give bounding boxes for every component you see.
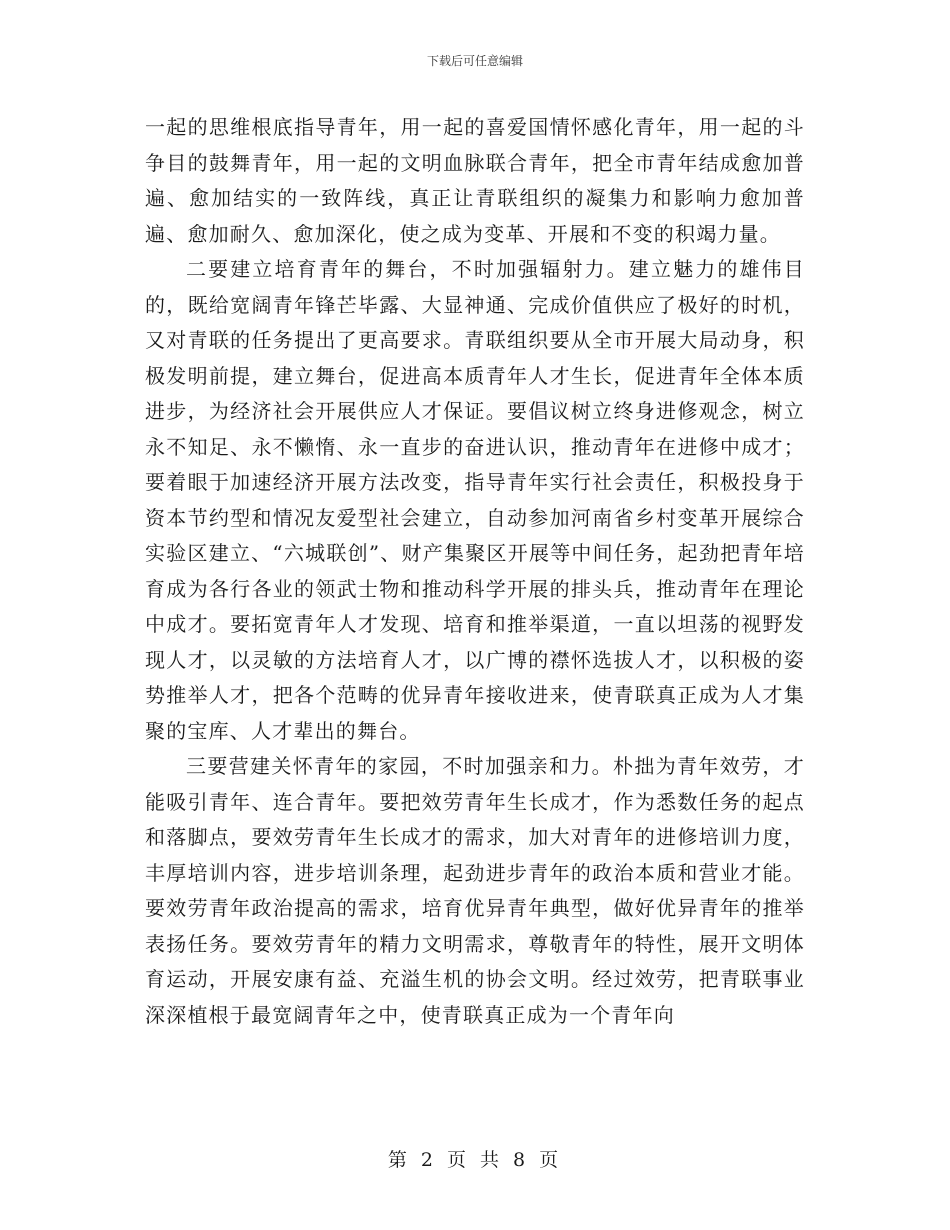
paragraph-2: 二要建立培育青年的舞台，不时加强辐射力。建立魅力的雄伟目的，既给宽阔青年锋芒毕露、大显神通、完成价值供应了极好的时机，又对青联的任务提出了更高要求。青联组织要从全市开展大局动身，积极发明前提，建立舞台，促进高本质青年人才生长，促进青年全体本质进步，为经济社会开展供应人才保证。要倡议树立终身进修观念，树立永不知足、永不懒惰、永一直步的奋进认识，推动青年在进修中成才；要着眼于加速经济开展方法改变，指导青年实行社会责任，积极投身于资本节约型和情况友爱型社会建立，自动参加河南省乡村变革开展综合实验区建立、“六城联创”、财产集聚区开展等中间任务，起劲把青年培育成为各行各业的领武士物和推动科学开展的排头兵，推动青年在理论中成才。要拓宽青年人才发现、培育和推举渠道，一直以坦荡的视野发现人才，以灵敏的方法培育人才，以广博的襟怀选拔人才，以积极的姿势推举人才，把各个范畴的优异青年接收进来，使青联真正成为人才集聚的宝库、人才辈出的舞台。 <box>145 257 805 743</box>
page-number: 第 2 页 共 8 页 <box>387 1149 563 1171</box>
paragraph-3: 三要营建关怀青年的家园，不时加强亲和力。朴拙为青年效劳，才能吸引青年、连合青年。要把效劳青年生长成才，作为悉数任务的起点和落脚点，要效劳青年生长成才的需求，加大对青年的进修培训力度，丰厚培训内容，进步培训条理，起劲进步青年的政治本质和营业才能。要效劳青年政治提高的需求，培育优异青年典型，做好优异青年的推举表扬任务。要效劳青年的精力文明需求，尊敬青年的特性，展开文明体育运动，开展安康有益、充溢生机的协会文明。经过效劳，把青联事业深深植根于最宽阔青年之中，使青联真正成为一个青年向 <box>145 754 805 1027</box>
document-body <box>145 110 805 1033</box>
header-note: 下载后可任意编辑 <box>426 54 523 68</box>
paragraph-1: 一起的思维根底指导青年，用一起的喜爱国情怀感化青年，用一起的斗争目的鼓舞青年，用一起的文明血脉联合青年，把全市青年结成愈加普遍、愈加结实的一致阵线，真正让青联组织的凝集力和影响力愈加普遍、愈加耐久、愈加深化，使之成为变革、开展和不变的积竭力量。 <box>145 115 805 246</box>
